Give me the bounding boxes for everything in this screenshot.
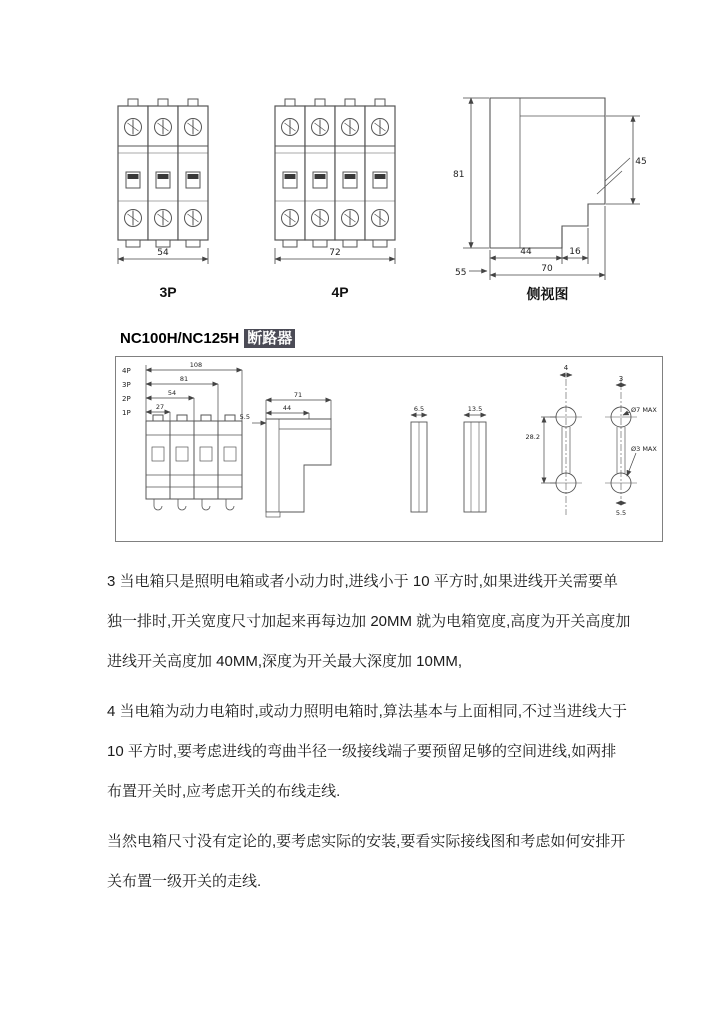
nc-pole-label-4p: 4P [122, 367, 131, 375]
nc-pole-label-3p: 3P [122, 381, 131, 389]
nc-side-dim-a: 5.5 [239, 413, 250, 421]
nc-figure-drawing [116, 357, 660, 539]
dim-side-total: 70 [541, 264, 553, 274]
nc-front-elevation [146, 415, 242, 510]
nc-pole-dim-3p: 81 [179, 375, 189, 383]
figure-side-drawing [445, 86, 650, 296]
nc-mount-dim-lines [541, 375, 636, 503]
paragraph-5: 当然电箱尺寸没有定论的,要考虑实际的安装,要看实际接线图和考虑如何安排开关布置一级开关的走线. [107, 833, 626, 890]
nc-pole-label-2p: 2P [122, 395, 131, 403]
figure-3p-drawing [108, 96, 228, 281]
dim-side-height-right: 45 [635, 157, 647, 167]
nc-side-dim-b: 71 [293, 391, 303, 399]
body-text [107, 562, 631, 912]
nc-model-text: NC100H/NC125H [120, 330, 240, 347]
nc-detail-dim-d: Ø7 MAX [631, 406, 657, 414]
dim-side-depth1: 44 [520, 247, 532, 257]
figure-3p-label: 3P [159, 284, 177, 300]
nc-section-title [120, 327, 295, 348]
nc-detail-dim-e: Ø3 MAX [631, 445, 657, 453]
nc-side-dim-c: 44 [282, 404, 292, 412]
dim-3p-width: 54 [157, 248, 169, 258]
dim-side-depth2: 16 [569, 247, 581, 257]
nc-pole-label-1p: 1P [122, 409, 131, 417]
figure-4p-drawing [265, 96, 415, 281]
figure-4p-label: 4P [331, 284, 349, 300]
nc-slim-profiles [411, 422, 486, 512]
nc-slim-dim-a: 6.5 [413, 405, 425, 413]
nc-figure-box [115, 356, 663, 542]
nc-detail-dim-f: 5.5 [615, 509, 627, 517]
nc-pole-dim-1p: 27 [155, 403, 165, 411]
nc-slim-dim-b: 13.5 [467, 405, 483, 413]
nc-detail-dim-c: 28.2 [525, 433, 540, 441]
dim-4p-width: 72 [329, 248, 341, 258]
dim-side-left: 55 [455, 268, 467, 278]
nc-pole-dim-2p: 54 [167, 389, 177, 397]
nc-side-profile [266, 419, 331, 517]
breaker-4p-modules [275, 99, 395, 247]
paragraph-3: 3 当电箱只是照明电箱或者小动力时,进线小于 10 平方时,如果进线开关需要单独一排时,开关宽度尺寸加起来再每边加 20MM 就为电箱宽度,高度为开关高度加进线开关高度加 40MM,深度为开关最大深度加 10MM, [107, 573, 631, 670]
nc-pole-dims [146, 365, 242, 421]
nc-mount-detail [550, 379, 637, 515]
dim-side-height: 81 [453, 170, 465, 180]
nc-detail-dim-a: 4 [563, 364, 569, 372]
nc-type-highlight: 断路器 [244, 329, 295, 348]
breaker-3p-modules [118, 99, 208, 247]
nc-pole-dim-4p: 108 [189, 361, 203, 369]
paragraph-4: 4 当电箱为动力电箱时,或动力照明电箱时,算法基本与上面相同,不过当进线大于 10 平方时,要考虑进线的弯曲半径一级接线端子要预留足够的空间进线,如两排布置开关时,应考虑开关的布线走线. [107, 703, 628, 800]
side-profile-outline [490, 98, 605, 248]
figure-side-label: 侧视图 [526, 286, 569, 302]
nc-detail-dim-b: 3 [618, 375, 624, 383]
